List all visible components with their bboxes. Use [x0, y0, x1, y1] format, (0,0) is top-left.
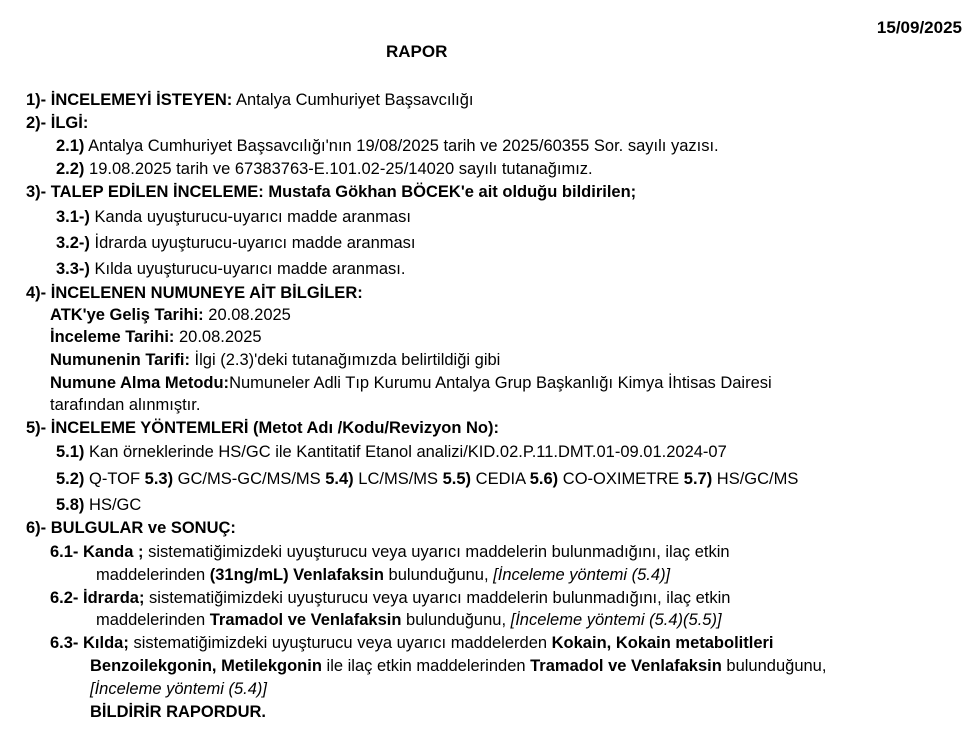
method-number: 5.6): [529, 470, 559, 488]
finding-text: bulunduğunu,: [721, 657, 827, 675]
finding-substance: Kokain, Kokain metabolitleri: [551, 634, 774, 652]
finding-blood: [50, 542, 730, 562]
finding-substance: Tramadol ve Venlafaksin: [209, 611, 402, 629]
method-number: 5.8): [56, 496, 85, 514]
method-text: HS/GC: [84, 496, 142, 514]
finding-method-ref: [İnceleme yöntemi (5.4)]: [493, 566, 671, 584]
method-number: 5.7): [683, 470, 713, 488]
method-5-8: [56, 495, 141, 515]
method-number: 5.5): [442, 470, 472, 488]
finding-number: 6.1- Kanda ;: [50, 543, 144, 561]
finding-method-ref: [İnceleme yöntemi (5.4)]: [90, 680, 267, 698]
finding-number: 6.3- Kılda;: [50, 634, 129, 652]
section-1: [26, 90, 473, 110]
section-4-label: 4)- İNCELENEN NUMUNEYE AİT BİLGİLER:: [26, 284, 363, 302]
exam-date-label: İnceleme Tarihi:: [50, 328, 175, 346]
ilgi-item-number: 2.1): [56, 137, 85, 155]
arrival-date-label: ATK'ye Geliş Tarihi:: [50, 306, 204, 324]
method-text: Kan örneklerinde HS/GC ile Kantitatif Etanol analizi/KID.02.P.11.DMT.01-09.01.2024-07: [84, 443, 727, 461]
arrival-date-value: 20.08.2025: [203, 306, 291, 324]
finding-substance: (31ng/mL) Venlafaksin: [209, 566, 384, 584]
finding-text: sistematiğimizdeki uyuşturucu veya uyarıcı maddelerin bulunmadığını, ilaç etkin: [143, 543, 730, 561]
sampling-method-continued: tarafından alınmıştır.: [50, 396, 201, 414]
request-item: [56, 233, 416, 253]
finding-text: maddelerinden: [96, 611, 210, 629]
finding-urine-continued: [96, 610, 722, 630]
finding-text: ile ilaç etkin maddelerinden: [321, 657, 531, 675]
sample-description-value: İlgi (2.3)'deki tutanağımızda belirtildiği gibi: [189, 351, 501, 369]
section-1-text: Antalya Cumhuriyet Başsavcılığı: [232, 91, 474, 109]
request-item-number: 3.1-): [56, 208, 90, 226]
sampling-method-label: Numune Alma Metodu:: [50, 374, 230, 392]
finding-number: 6.2- İdrarda;: [50, 589, 145, 607]
arrival-date: [50, 305, 291, 325]
report-date: 15/09/2025: [876, 18, 962, 37]
method-number: 5.3): [144, 470, 174, 488]
ilgi-item-text: Antalya Cumhuriyet Başsavcılığı'nın 19/08/2025 tarih ve 2025/60355 Sor. sayılı yazısı.: [84, 137, 719, 155]
method-text: CO-OXIMETRE: [558, 470, 684, 488]
method-text: Q-TOF: [84, 470, 145, 488]
request-item-text: İdrarda uyuşturucu-uyarıcı madde aranması: [89, 234, 416, 252]
finding-substance: Benzoilekgonin, Metilekgonin: [90, 657, 322, 675]
finding-text: sistematiğimizdeki uyuşturucu veya uyarıcı maddelerin bulunmadığını, ilaç etkin: [144, 589, 731, 607]
request-item: [56, 207, 411, 227]
sample-description-label: Numunenin Tarifi:: [50, 351, 190, 369]
ilgi-item-text: 19.08.2025 tarih ve 67383763-E.101.02-25/14020 sayılı tutanağımız.: [84, 160, 593, 178]
sampling-method-value: Numuneler Adli Tıp Kurumu Antalya Grup Başkanlığı Kimya İhtisas Dairesi: [229, 374, 772, 392]
ilgi-item-number: 2.2): [56, 160, 85, 178]
request-item-text: Kanda uyuşturucu-uyarıcı madde aranması: [89, 208, 411, 226]
finding-substance: Tramadol ve Venlafaksin: [530, 657, 722, 675]
ilgi-item: [56, 159, 593, 179]
method-number: 5.1): [56, 443, 85, 461]
finding-text: bulunduğunu,: [383, 566, 494, 584]
method-text: HS/GC/MS: [712, 470, 799, 488]
method-text: CEDIA: [471, 470, 530, 488]
method-text: GC/MS-GC/MS/MS: [173, 470, 326, 488]
ilgi-item: [56, 136, 719, 156]
finding-method-ref: [İnceleme yöntemi (5.4)(5.5)]: [510, 611, 722, 629]
finding-blood-continued: [96, 565, 670, 585]
sampling-method: [50, 373, 772, 393]
section-3-label: 3)- TALEP EDİLEN İNCELEME: Mustafa Gökhan BÖCEK'e ait olduğu bildirilen;: [26, 183, 637, 201]
method-number: 5.2): [56, 470, 85, 488]
request-item-text: Kılda uyuşturucu-uyarıcı madde aranması.: [89, 260, 406, 278]
method-5-1: [56, 442, 727, 462]
finding-urine: [50, 588, 730, 608]
request-item-number: 3.3-): [56, 260, 90, 278]
exam-date-value: 20.08.2025: [174, 328, 262, 346]
method-text: LC/MS/MS: [353, 470, 443, 488]
section-5-label: 5)- İNCELEME YÖNTEMLERİ (Metot Adı /Kodu/Revizyon No):: [26, 419, 499, 437]
methods-line: [56, 469, 798, 489]
method-number: 5.4): [325, 470, 354, 488]
request-item-number: 3.2-): [56, 234, 90, 252]
finding-text: sistematiğimizdeki uyuşturucu veya uyarıcı maddelerden: [128, 634, 552, 652]
section-6-label: 6)- BULGULAR ve SONUÇ:: [26, 519, 236, 537]
closing-statement: BİLDİRİR RAPORDUR.: [90, 703, 266, 721]
section-1-label: 1)- İNCELEMEYİ İSTEYEN:: [26, 91, 233, 109]
sample-description: [50, 350, 500, 370]
finding-text: maddelerinden: [96, 566, 210, 584]
finding-text: bulunduğunu,: [401, 611, 511, 629]
report-title: RAPOR: [386, 42, 448, 61]
request-item: [56, 259, 405, 279]
section-2-label: 2)- İLGİ:: [26, 114, 89, 132]
finding-hair: [50, 633, 774, 653]
finding-hair-continued: [90, 656, 826, 676]
exam-date: [50, 327, 262, 347]
